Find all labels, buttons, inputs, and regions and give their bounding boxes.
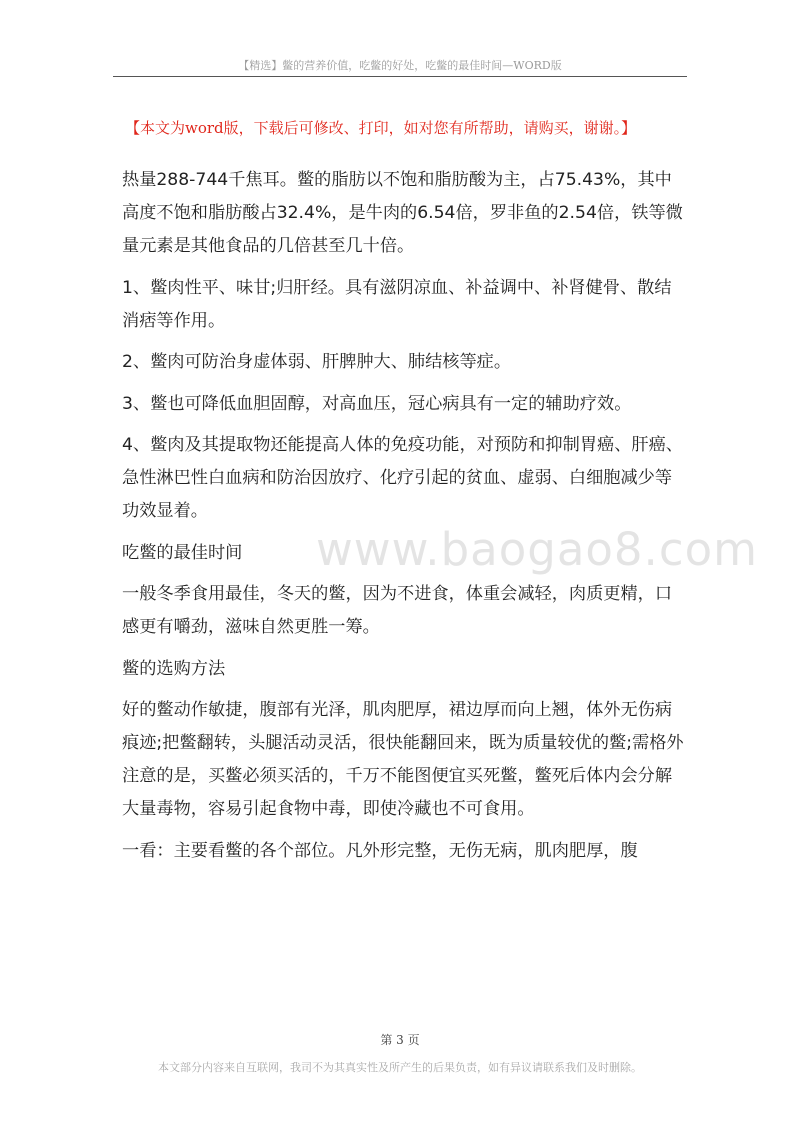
paragraph-benefit-2: 2、鳖肉可防治身虚体弱、肝脾肿大、肺结核等症。 — [122, 352, 512, 372]
page-number: 第 3 页 — [380, 1033, 420, 1047]
paragraph-best-time: 一般冬季食用最佳，冬天的鳖，因为不进食，体重会减轻，肉质更精，口感更有嚼劲，滋味自然更胜一筹。 — [122, 584, 673, 637]
footer-disclaimer: 本文部分内容来自互联网，我司不为其真实性及所产生的后果负责，如有异议请联系我们及时删除。 — [158, 1061, 642, 1074]
paragraph-benefit-4: 4、鳖肉及其提取物还能提高人体的免疫功能，对预防和抑制胃癌、肝癌、急性淋巴性白血病和防治因放疗、化疗引起的贫血、虚弱、白细胞减少等功效显着。 — [122, 435, 683, 521]
heading-best-time: 吃鳖的最佳时间 — [122, 542, 243, 563]
running-header: 【精选】鳖的营养价值，吃鳖的好处，吃鳖的最佳时间—WORD版 — [238, 59, 562, 72]
heading-selection: 鳖的选购方法 — [122, 658, 226, 679]
header-divider — [113, 76, 687, 77]
paragraph-nutrition: 热量288-744千焦耳。鳖的脂肪以不饱和脂肪酸为主，占75.43%，其中高度不饱和脂肪酸占32.4%，是牛肉的6.54倍，罗非鱼的2.54倍，铁等微量元素是其他食品的几倍甚至几十倍。 — [122, 170, 683, 256]
word-version-notice: 【本文为word版，下载后可修改、打印，如对您有所帮助，请购买，谢谢。】 — [125, 119, 637, 137]
article-body — [122, 164, 688, 876]
paragraph-benefit-3: 3、鳖也可降低血胆固醇，对高血压，冠心病具有一定的辅助疗效。 — [122, 393, 632, 414]
paragraph-selection: 好的鳖动作敏捷，腹部有光泽，肌肉肥厚，裙边厚而向上翘，体外无伤病痕迹;把鳖翻转，头腿活动灵活，很快能翻回来，既为质量较优的鳖;需格外注意的是，买鳖必须买活的，千万不能图便宜买死鳖，鳖死后体内会分解大量毒物，容易引起食物中毒，即使冷藏也不可食用。 — [122, 700, 684, 819]
paragraph-benefit-1: 1、鳖肉性平、味甘;归肝经。具有滋阴凉血、补益调中、补肾健骨、散结消痞等作用。 — [122, 277, 672, 331]
paragraph-look: 一看：主要看鳖的各个部位。凡外形完整，无伤无病，肌肉肥厚，腹 — [122, 840, 638, 861]
site-watermark: www.baogao8.com — [316, 523, 758, 576]
